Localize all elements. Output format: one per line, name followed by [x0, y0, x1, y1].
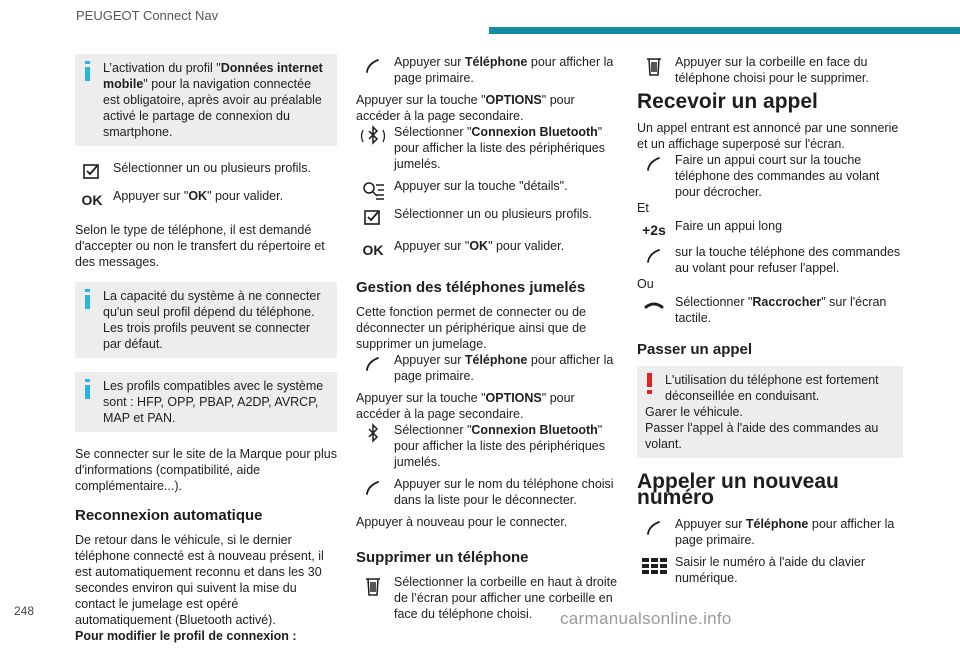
bluetooth-icon: [356, 423, 390, 445]
info-note: L’activation du profil "Données internet mobile" pour la navigation connectée est obligatoire, après avoir au préalable activé le partage de connexion du smartphone.: [75, 54, 337, 146]
info-icon: [85, 379, 90, 399]
ok-icon: OK: [362, 242, 384, 258]
info-icon: [85, 61, 90, 81]
info-icon: [85, 289, 90, 309]
phone-icon: [637, 153, 671, 175]
step-trash: Sélectionner la corbeille en haut à droite de l’écran pour afficher une corbeille en face du téléphone choisi.: [356, 574, 618, 622]
step-press-ok: OK Appuyer sur "OK" pour valider.: [75, 188, 337, 210]
step-select-profiles: Sélectionner un ou plusieurs profils.: [356, 206, 618, 228]
column-1: [75, 54, 337, 656]
trash-icon: [637, 55, 671, 77]
warning-icon: [647, 373, 652, 393]
trash-icon: [356, 575, 390, 597]
touch-icon: [356, 477, 390, 499]
info-note: Les profils compatibles avec le système sont : HFP, OPP, PBAP, A2DP, AVRCP, MAP et PAN.: [75, 372, 337, 432]
column-3: [637, 54, 903, 592]
page-number: 248: [14, 604, 35, 618]
info-note: La capacité du système à ne connecter qu'un seul profil dépend du téléphone. Les trois profils peuvent se connecter par défaut.: [75, 282, 337, 358]
ok-icon: OK: [81, 192, 103, 208]
step-bluetooth: Sélectionner "Connexion Bluetooth" pour afficher la liste des périphériques jumelés.: [356, 124, 618, 172]
phone-icon: [637, 517, 671, 539]
watermark: carmanualsonline.info: [560, 609, 732, 628]
step-bluetooth: Sélectionner "Connexion Bluetooth" pour afficher la liste des périphériques jumelés.: [356, 422, 618, 470]
step-answer: Faire un appui court sur la touche téléphone des commandes au volant pour décrocher.: [637, 152, 903, 200]
section-heading: Reconnexion automatique: [75, 507, 263, 524]
phone-icon: [356, 55, 390, 77]
hang-up-icon: [637, 295, 671, 317]
step-keypad: Saisir le numéro à l'aide du clavier numérique.: [637, 554, 903, 586]
long-press-icon: +2s: [642, 222, 666, 238]
paragraph: Cette fonction permet de connecter ou de déconnecter un périphérique ainsi que de supprimer un jumelage.: [356, 305, 587, 351]
paragraph: Selon le type de téléphone, il est demandé d'accepter ou non le transfert du répertoire et des messages.: [75, 223, 325, 269]
step-press-ok: OK Appuyer sur "OK" pour valider.: [356, 238, 618, 260]
section-heading: Passer un appel: [637, 341, 753, 358]
paragraph: Se connecter sur le site de la Marque pour plus d'informations (compatibilité, aide complémentaire...).: [75, 447, 337, 493]
step-hangup: Sélectionner "Raccrocher" sur l'écran tactile.: [637, 294, 903, 326]
running-header-title: PEUGEOT Connect Nav: [76, 8, 219, 23]
section-heading: Gestion des téléphones jumelés: [356, 279, 586, 296]
bluetooth-phone-icon: [356, 125, 390, 147]
phone-icon: [637, 245, 671, 267]
header-accent-bar: [489, 27, 960, 34]
step-refuse: sur la touche téléphone des commandes au volant pour refuser l'appel.: [637, 244, 903, 276]
paragraph: Un appel entrant est annoncé par une sonnerie et un affichage superposé sur l'écran.: [637, 121, 899, 151]
step-long-press: +2s Faire un appui long: [637, 218, 903, 234]
text-ou: Ou: [637, 277, 654, 291]
checkbox-icon: [356, 207, 390, 229]
checkbox-icon: [75, 161, 109, 183]
details-list-icon: [356, 179, 390, 201]
paragraph: De retour dans le véhicule, si le dernier téléphone connecté est à nouveau présent, il est automatiquement reconnu et dans les 30 secondes environ qui suivent la mise du contact le jumelage est opéré automatiquement (Bluetooth activé).: [75, 533, 324, 627]
step-phone: Appuyer sur Téléphone pour afficher la page primaire.: [637, 516, 903, 548]
step-trash-delete: Appuyer sur la corbeille en face du téléphone choisi pour le supprimer.: [637, 54, 903, 86]
step-phone: Appuyer sur Téléphone pour afficher la page primaire.: [356, 352, 618, 384]
paragraph: Appuyer sur la touche "OPTIONS" pour accéder à la page secondaire.: [356, 391, 575, 421]
text-et: Et: [637, 201, 649, 215]
paragraph-bold: Pour modifier le profil de connexion :: [75, 629, 297, 643]
paragraph: Appuyer à nouveau pour le connecter.: [356, 515, 568, 529]
step-details: Appuyer sur la touche "détails".: [356, 178, 618, 194]
section-heading: Appeler un nouveau numéro: [637, 470, 839, 509]
step-phone: Appuyer sur Téléphone pour afficher la page primaire.: [356, 54, 618, 86]
column-2: [356, 54, 618, 628]
step-disconnect: Appuyer sur le nom du téléphone choisi dans la liste pour le déconnecter.: [356, 476, 618, 508]
keypad-icon: [637, 555, 671, 577]
section-heading: Recevoir un appel: [637, 90, 818, 113]
section-heading: Supprimer un téléphone: [356, 549, 529, 566]
step-select-profiles: Sélectionner un ou plusieurs profils.: [75, 160, 337, 182]
paragraph: Appuyer sur la touche "OPTIONS" pour accéder à la page secondaire.: [356, 93, 575, 123]
phone-icon: [356, 353, 390, 375]
warning-note: L'utilisation du téléphone est fortement déconseillée en conduisant. Garer le véhicule. Passer l'appel à l'aide des commandes au volant.: [637, 366, 903, 458]
